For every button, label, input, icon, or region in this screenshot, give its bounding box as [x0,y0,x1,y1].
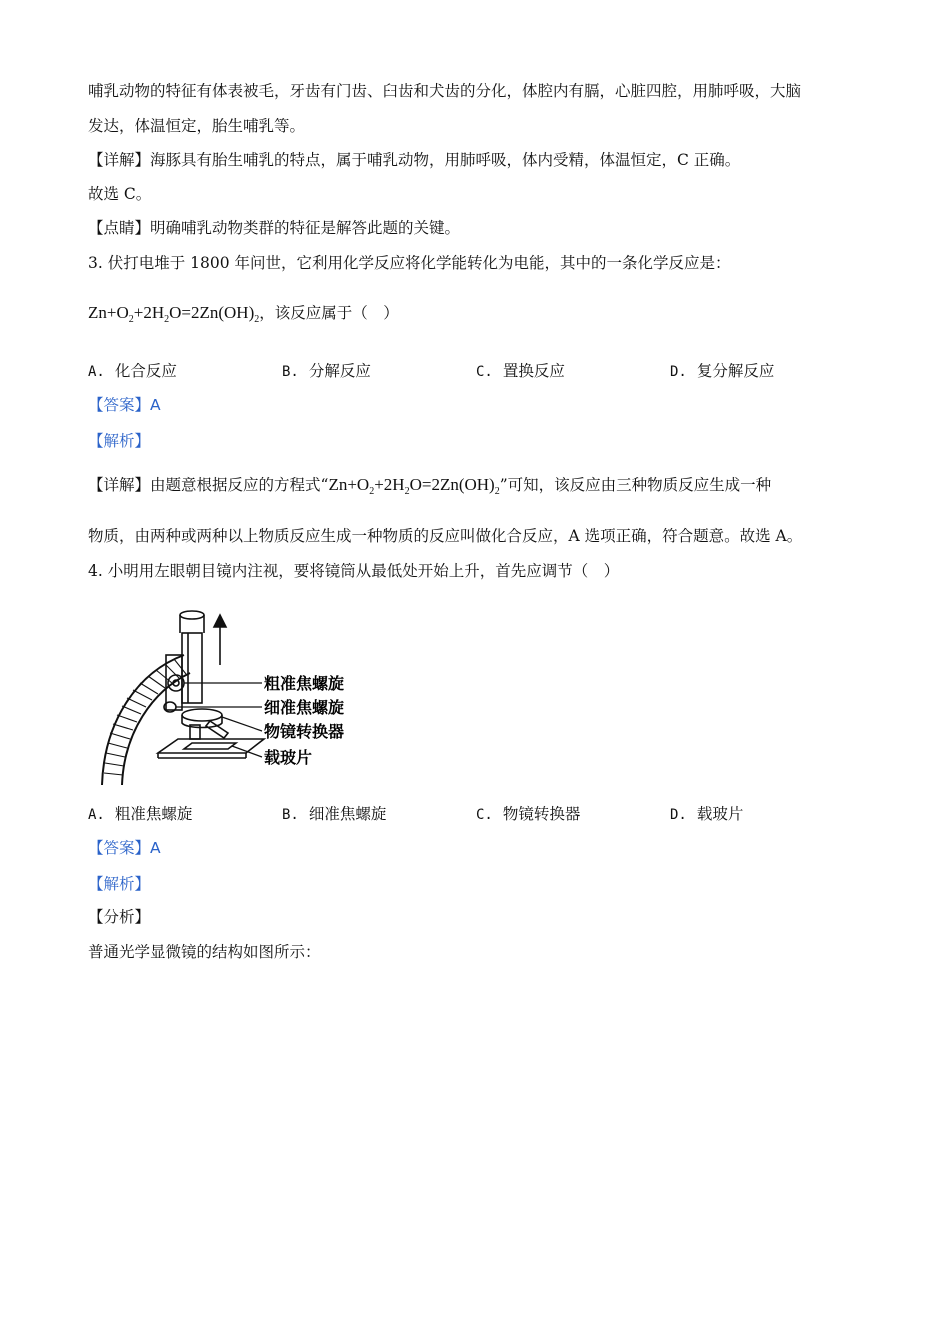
microscope-figure [96,603,366,788]
q3-answer-line [88,394,161,416]
question-3-formula-line [88,302,399,331]
closing-line: 普通光学显微镜的结构如图所示： [88,943,321,961]
tip-line [88,217,460,239]
figure-label: 物镜转换器 [264,722,345,741]
question-4-stem: 4. 小明用左眼朝目镜内注视，要将镜筒从最低处开始上升，首先应调节（ ） [88,562,620,580]
formula-tail: ，该反应属于（ ） [259,304,399,322]
q3-detail-line: 【详解】由题意根据反应的方程式“$Zn+O_2+2H_2O=2Zn(OH)_2$”可知，该反应由三种物质反应生成一种 [88,475,772,497]
figure-label: 粗准焦螺旋 [264,674,345,693]
microscope-drawing [96,603,366,788]
q3-analysis-tag: 【解析】 [88,432,151,450]
tip-text: 明确哺乳动物类群的特征是解答此题的关键。 [150,219,461,237]
q4-option-b[interactable]: B. 细准焦螺旋 [282,805,387,823]
q3-option-a[interactable]: A. 化合反应 [88,362,177,380]
figure-label: 细准焦螺旋 [264,698,345,717]
q4-option-c[interactable]: C. 物镜转换器 [476,805,581,823]
detail-line [88,149,740,171]
question-3-stem: 3. 伏打电堆于 1800 年问世，它利用化学反应将化学能转化为电能，其中的一条化学反应是： [88,254,731,272]
answer-value: A [150,839,161,857]
detail-tag: 【详解】 [88,476,151,494]
q4-option-d[interactable]: D. 载玻片 [670,805,744,823]
paragraph-line: 发达，体温恒定，胎生哺乳等。 [88,117,306,135]
figure-label: 载玻片 [264,748,313,767]
q3-option-d[interactable]: D. 复分解反应 [670,362,775,380]
answer-tag: 【答案】 [88,839,151,857]
q4-analysis-tag: 【解析】 [88,875,151,893]
q3-detail-line-2: 物质，由两种或两种以上物质反应生成一种物质的反应叫做化合反应，A 选项正确，符合题意。故选 A。 [88,527,803,545]
q3-option-c[interactable]: C. 置换反应 [476,362,565,380]
detail-text: 海豚具有胎生哺乳的特点，属于哺乳动物，用肺呼吸，体内受精，体温恒定，C 正确。 [150,151,741,169]
answer-tag: 【答案】 [88,396,151,414]
tip-tag: 【点睛】 [88,219,151,237]
paragraph-line: 哺乳动物的特征有体表被毛，牙齿有门齿、臼齿和犬齿的分化，体腔内有膈，心脏四腔，用肺呼吸，大脑 [88,82,802,100]
chemical-equation-inline: $Zn+O_2+2H_2O=2Zn(OH)_2$ [328,475,500,497]
q3-option-b[interactable]: B. 分解反应 [282,362,371,380]
detail-tag: 【详解】 [88,151,151,169]
choose-line: 故选 C。 [88,185,152,203]
chemical-equation: $Zn+O_2+2H_2O=2Zn(OH)_2$ [88,303,260,325]
q4-option-a[interactable]: A. 粗准焦螺旋 [88,805,193,823]
answer-value: A [150,396,161,414]
q4-answer-line [88,837,161,859]
q4-fenxi-tag: 【分析】 [88,908,151,926]
